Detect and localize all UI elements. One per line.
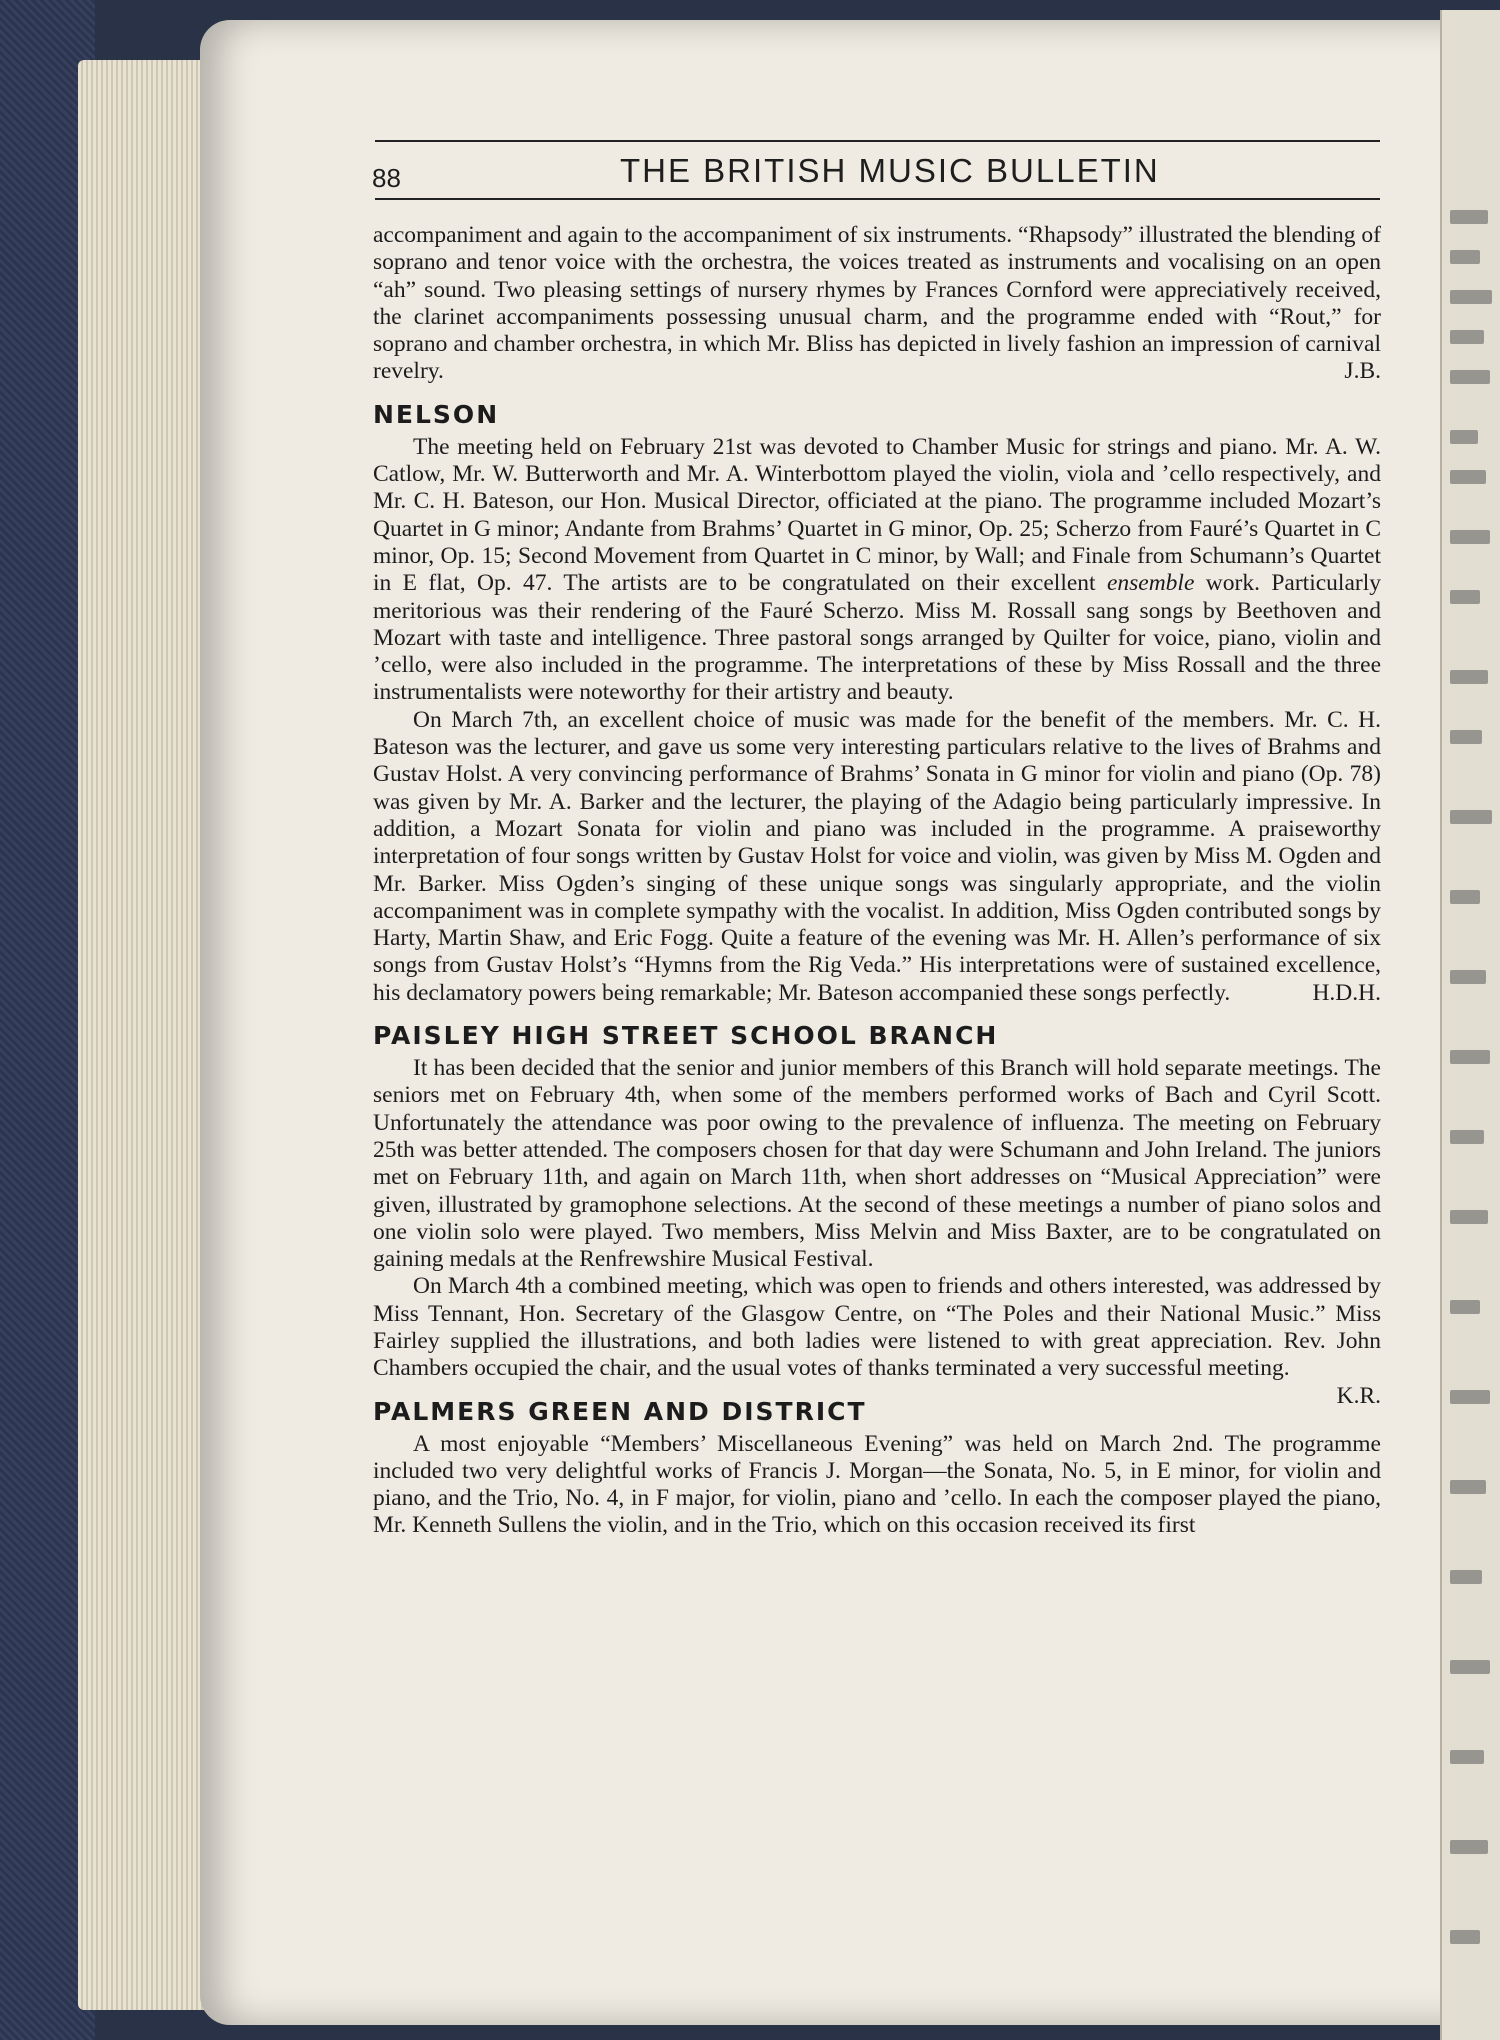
- nelson-heading: NELSON: [373, 399, 500, 429]
- nelson-p1-text-a: The meeting held on February 21st was devoted to Chamber Music for strings and piano. Mr. A. W. Catlow, Mr. W. Butterworth and Mr. A. Winterbottom played the violin, viola and ’cello respectively, and Mr. C. H. Bateson, our Hon. Musical Director, officiated at the piano. The programme included Mozart’s Quartet in G minor; Andante from Brahms’ Quartet in G minor, Op. 25; Scherzo from Fauré’s Quartet in C minor, Op. 15; Second Movement from Quartet in C minor, by Wall; and Finale from Schumann’s Quartet in E flat, Op. 47. The artists are to be congratulated on their excellent: [373, 433, 1381, 597]
- nelson-signature: H.D.H.: [1312, 979, 1381, 1006]
- nelson-paragraph-1: [373, 434, 1381, 707]
- running-head-title: THE BRITISH MUSIC BULLETIN: [620, 152, 1160, 189]
- paisley-signature: K.R.: [1336, 1382, 1381, 1409]
- article-body: [373, 222, 1381, 1540]
- intro-text: accompaniment and again to the accompaniment of six instruments. “Rhapsody” illustrated the blending of soprano and tenor voice with the orchestra, the voices treated as instruments and vocalising on an open “ah” sound. Two pleasing settings of nursery rhymes by Frances Cornford were appreciatively received, the clarinet accompaniments possessing unusual charm, and the programme ended with “Rout,” for soprano and chamber orchestra, in which Mr. Bliss has depicted in lively fashion an impression of carnival revelry.: [373, 222, 1381, 385]
- paisley-paragraph-1: It has been decided that the senior and junior members of this Branch will hold separate meetings. The seniors met on February 4th, when some of the members performed works of Bach and Cyril Scott. Unfortunately the attendance was poor owing to the prevalence of influenza. The meeting on February 25th was better attended. The composers chosen for that day were Schumann and John Ireland. The juniors met on February 11th, and again on March 11th, when short addresses on “Musical Appreciation” were given, illustrated by gramophone selections. At the second of these meetings a number of piano solos and one violin solo were played. Two members, Miss Melvin and Miss Baxter, are to be congratulated on gaining medals at the Renfrewshire Musical Festival.: [373, 1055, 1381, 1273]
- header-rule-bottom: [375, 198, 1380, 200]
- intro-signature: J.B.: [1344, 358, 1381, 385]
- intro-paragraph: [373, 222, 1381, 386]
- nelson-p2-text: On March 7th, an excellent choice of music was made for the benefit of the members. Mr. C. H. Bateson was the lecturer, and gave us some very interesting particulars relative to the lives of Brahms and Gustav Holst. A very convincing performance of Brahms’ Sonata in G minor for violin and piano (Op. 78) was given by Mr. A. Barker and the lecturer, the playing of the Adagio being particularly impressive. In addition, a Mozart Sonata for violin and piano was included in the programme. A praiseworthy interpretation of four songs written by Gustav Holst for voice and violin, was given by Miss M. Ogden and Mr. Barker. Miss Ogden’s singing of these unique songs was singularly appropriate, and the violin accompaniment was in complete sympathy with the vocalist. In addition, Miss Ogden contributed songs by Harty, Martin Shaw, and Eric Fogg. Quite a feature of the evening was Mr. H. Allen’s performance of six songs from Gustav Holst’s “Hymns from the Rig Veda.” His interpretations were of sustained excellence, his declamatory powers being remarkable; Mr. Bateson accompanied these songs perfectly.: [373, 706, 1381, 1006]
- page-number: 88: [372, 163, 401, 193]
- nelson-p1-text-b: work. Particularly meritorious was their rendering of the Fauré Scherzo. Miss M. Rossall sang songs by Beethoven and Mozart with taste and intelligence. Three pastoral songs arranged by Quilter for voice, piano, violin and ’cello, were also included in the programme. The interpretations of these by Miss Rossall and the three instrumentalists were noteworthy for their artistry and beauty.: [373, 570, 1381, 706]
- nelson-p1-italic: ensemble: [1106, 570, 1195, 597]
- header-rule-top: [375, 140, 1380, 142]
- facing-page-edge: [1440, 10, 1500, 2040]
- paisley-p2-text: On March 4th a combined meeting, which was open to friends and others interested, was addressed by Miss Tennant, Hon. Secretary of the Glasgow Centre, on “The Poles and their National Music.” Miss Fairley supplied the illustrations, and both ladies were listened to with great appreciation. Rev. John Chambers occupied the chair, and the usual votes of thanks terminated a very successful meeting.: [373, 1273, 1381, 1382]
- paisley-paragraph-2: [373, 1273, 1381, 1409]
- page-edges: [78, 60, 213, 2010]
- palmers-paragraph-1: A most enjoyable “Members’ Miscellaneous Evening” was held on March 2nd. The programme included two very delightful works of Francis J. Morgan—the Sonata, No. 5, in E minor, for violin and piano, and the Trio, No. 4, in F major, for violin, piano and ’cello. In each the composer played the piano, Mr. Kenneth Sullens the violin, and in the Trio, which on this occasion received its first: [373, 1430, 1381, 1539]
- nelson-paragraph-2: [373, 707, 1381, 1007]
- palmers-heading: PALMERS GREEN AND DISTRICT: [373, 1396, 867, 1426]
- paisley-heading: PAISLEY HIGH STREET SCHOOL BRANCH: [373, 1021, 999, 1051]
